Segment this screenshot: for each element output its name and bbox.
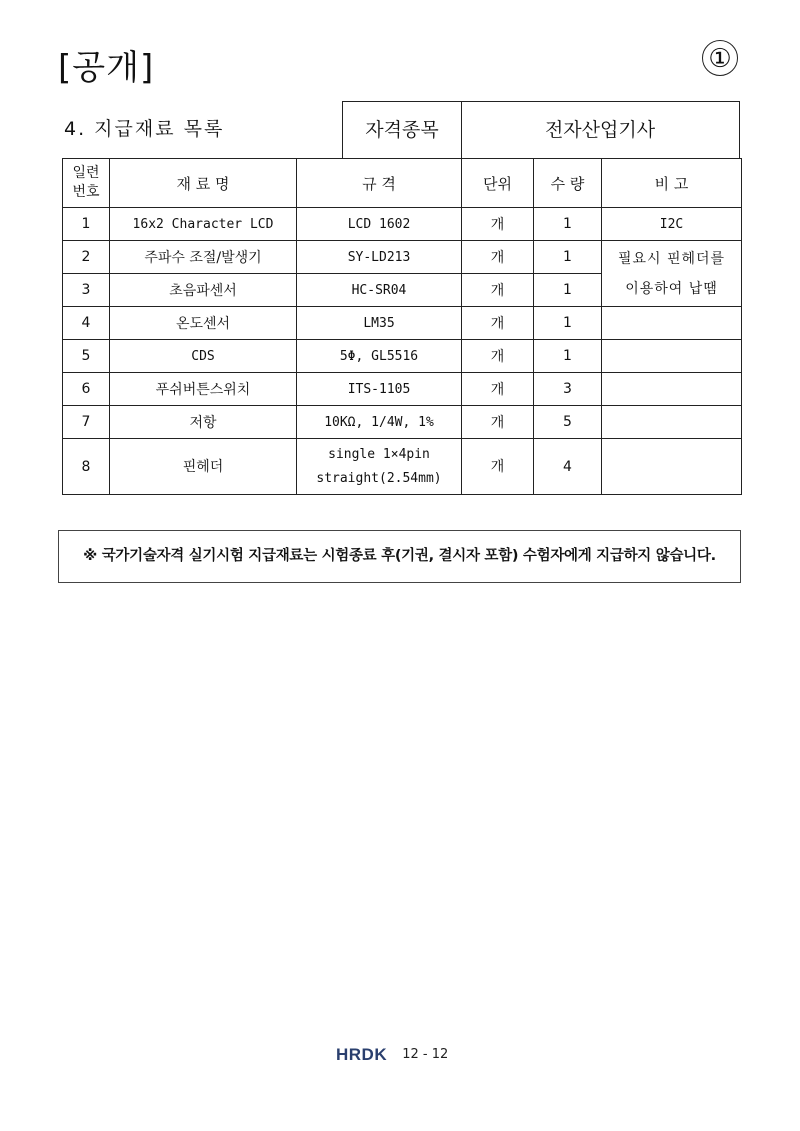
header-serial-no-line: 번호 — [72, 184, 100, 200]
category-value: 전자산업기사 — [544, 119, 656, 141]
table-row — [63, 406, 742, 439]
cell-no: 4 — [63, 307, 110, 340]
hrdk-logo: HRDK — [336, 1044, 388, 1064]
table-row — [63, 241, 742, 274]
header-spec: 규 격 — [297, 159, 462, 208]
cell-qty: 5 — [534, 406, 602, 439]
cell-note — [602, 406, 742, 439]
cell-name: 온도센서 — [110, 307, 297, 340]
header-material-name: 재 료 명 — [110, 159, 297, 208]
table-row — [63, 208, 742, 241]
cell-spec: LCD 1602 — [297, 208, 462, 241]
cell-name: 16x2 Character LCD — [110, 208, 297, 241]
cell-note — [602, 340, 742, 373]
note-line: 이용하여 납땜 — [625, 280, 718, 297]
cell-no: 2 — [63, 241, 110, 274]
cell-unit: 개 — [462, 274, 534, 307]
cell-no: 8 — [63, 439, 110, 495]
page-circle-number: ① — [702, 40, 738, 76]
table-header-row — [63, 159, 742, 208]
cell-name: 핀헤더 — [110, 439, 297, 495]
cell-no: 3 — [63, 274, 110, 307]
header-note: 비 고 — [602, 159, 742, 208]
table-row — [63, 340, 742, 373]
page-number: 12 - 12 — [402, 1047, 449, 1062]
cell-no: 6 — [63, 373, 110, 406]
cell-spec: ITS-1105 — [297, 373, 462, 406]
note-line: 필요시 핀헤더를 — [617, 250, 726, 267]
cell-name: 주파수 조절/발생기 — [110, 241, 297, 274]
cell-qty: 4 — [534, 439, 602, 495]
cell-spec: SY-LD213 — [297, 241, 462, 274]
cell-no: 7 — [63, 406, 110, 439]
cell-unit: 개 — [462, 406, 534, 439]
cell-note: I2C — [602, 208, 742, 241]
document-title: [공개] — [58, 48, 155, 88]
footer — [336, 1044, 448, 1066]
cell-qty: 1 — [534, 340, 602, 373]
cell-unit: 개 — [462, 340, 534, 373]
cell-spec: 10KΩ, 1/4W, 1% — [297, 406, 462, 439]
cell-unit: 개 — [462, 307, 534, 340]
cell-qty: 1 — [534, 241, 602, 274]
cell-qty: 1 — [534, 307, 602, 340]
info-band — [62, 101, 740, 158]
cell-name: CDS — [110, 340, 297, 373]
table-row — [63, 373, 742, 406]
cell-no: 5 — [63, 340, 110, 373]
list-title: 4. 지급재료 목록 — [64, 118, 225, 140]
header-qty: 수 량 — [534, 159, 602, 208]
header-unit: 단위 — [462, 159, 534, 208]
header-serial-no-line: 일련 — [72, 165, 100, 181]
cell-spec — [297, 439, 462, 495]
cell-unit: 개 — [462, 241, 534, 274]
cell-note — [602, 307, 742, 340]
cell-qty: 3 — [534, 373, 602, 406]
cell-note-merged — [602, 241, 742, 307]
cell-qty: 1 — [534, 274, 602, 307]
spec-line: straight(2.54mm) — [316, 470, 442, 486]
cell-spec: LM35 — [297, 307, 462, 340]
cell-note — [602, 373, 742, 406]
cell-unit: 개 — [462, 439, 534, 495]
cell-name: 초음파센서 — [110, 274, 297, 307]
notice-box: ※ 국가기술자격 실기시험 지급재료는 시험종료 후(기권, 결시자 포함) 수험자에게 지급하지 않습니다. — [58, 530, 741, 583]
cell-name: 푸쉬버튼스위치 — [110, 373, 297, 406]
header-serial-no — [63, 159, 110, 208]
cell-unit: 개 — [462, 373, 534, 406]
table-row — [63, 439, 742, 495]
spec-line: single 1×4pin — [328, 446, 430, 462]
cell-qty: 1 — [534, 208, 602, 241]
cell-no: 1 — [63, 208, 110, 241]
category-label: 자격종목 — [343, 102, 462, 158]
cell-spec: HC-SR04 — [297, 274, 462, 307]
category-box — [342, 101, 740, 158]
cell-name: 저항 — [110, 406, 297, 439]
cell-unit: 개 — [462, 208, 534, 241]
cell-spec: 5Φ, GL5516 — [297, 340, 462, 373]
table-row — [63, 307, 742, 340]
materials-table — [62, 158, 742, 495]
cell-note — [602, 439, 742, 495]
